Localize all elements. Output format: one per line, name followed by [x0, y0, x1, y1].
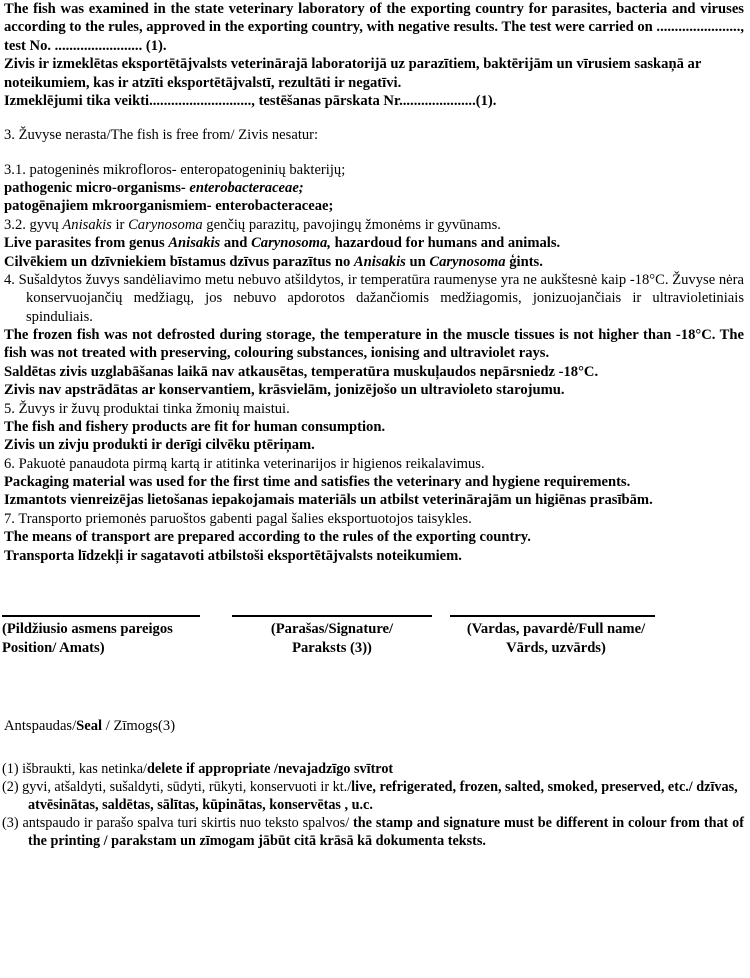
seal-block: [0, 717, 750, 735]
s32-en-taxon-1: Anisakis: [168, 235, 221, 252]
seal-label-bold: Seal: [76, 717, 103, 734]
spacer: [0, 110, 750, 126]
footnote-1: [2, 761, 744, 779]
section-7-latvian: Transporta līdzekļi ir sagatavoti atbilstoši eksportētājvalsts noteikumiem.: [4, 547, 462, 564]
signature-rule-position: [2, 615, 200, 617]
signature-block: [0, 615, 750, 707]
footnote-3-bold: the stamp and signature must be different in colour from that of the printing / parakstam un zīmogam jābūt citā krāsā kā dokumenta teksts.: [28, 814, 744, 849]
s32-lv-b: un: [405, 253, 430, 270]
s32-en-b: and: [220, 235, 252, 252]
section-7-english: The means of transport are prepared according to the rules of the exporting country.: [4, 529, 531, 546]
s32-lt-taxon-2: Carynosoma: [128, 216, 203, 233]
section-5-lithuanian: 5. Žuvys ir žuvų produktai tinka žmonių maistui.: [4, 400, 290, 417]
footnote-2-plain: gyvi, atšaldyti, sušaldyti, sūdyti, rūkyti, konservuoti ir kt./: [18, 779, 352, 796]
section-6-latvian: Izmantots vienreizējas lietošanas iepakojamais materiāls un atbilst veterinārajām un higiēnas prasībām.: [4, 492, 653, 509]
spacer: [0, 707, 750, 717]
section-4-latvian-line-2: Zivis nav apstrādātas ar konservantiem, krāsvielām, jonizējošo un ultravioleto starojumu.: [4, 382, 565, 399]
section-3-1-english-text: pathogenic micro-organisms-: [4, 180, 190, 196]
section-4-latvian-line-1: Saldētas zivis uzglabāšanas laikā nav atkausētas, temperatūra muskuļaudos nepārsniedz -18°C.: [4, 363, 599, 380]
signature-caption-position-line-1: (Pildžiusio asmens pareigos: [2, 620, 173, 637]
section-4-block: [0, 271, 750, 400]
s32-lv-c: ģints.: [505, 253, 543, 270]
spacer: [4, 145, 744, 161]
signature-caption-fullname: [450, 620, 662, 658]
signature-caption-signature: [232, 620, 432, 658]
signature-rule-fullname: [450, 615, 655, 617]
section-6-english: Packaging material was used for the first time and satisfies the veterinary and hygiene requirements.: [4, 474, 631, 490]
footnote-3-marker: (3): [2, 814, 19, 831]
footnote-1-bold: delete if appropriate /nevajadzīgo svītrot: [147, 761, 394, 778]
seal-label-prefix: Antspaudas/: [4, 717, 77, 734]
section-6-lithuanian: 6. Pakuotė panaudota pirmą kartą ir atitinka veterinarijos ir higienos reikalavimus.: [4, 455, 485, 472]
seal-label-suffix: / Zīmogs(3): [102, 717, 176, 734]
footnote-1-plain: išbraukti, kas netinka/: [18, 761, 147, 778]
section-6-block: [0, 455, 750, 510]
signature-caption-position: [2, 620, 212, 658]
signature-caption-signature-line-2: Paraksts (3)): [292, 639, 372, 656]
section-3-1-english: [4, 179, 744, 197]
footnotes-block: [0, 761, 750, 850]
section-3-2-latvian: [4, 253, 744, 271]
spacer: [0, 735, 750, 761]
section-5-latvian: Zivis un zivju produkti ir derīgi cilvēku ptēriņam.: [4, 437, 315, 454]
footnote-3: [2, 815, 744, 851]
section-5-english: The fish and fishery products are fit for human consumption.: [4, 418, 386, 435]
section-4-lithuanian: 4. Sušaldytos žuvys sandėliavimo metu nebuvo atšildytos, ir temperatūra raumenyse yra ne aukštesnė kaip -18°C. Žuvyse nėra konservuojančių medžiagų, jos nebuvo apdorotos dažančiomis medžiagomis, jonizuojančiais ir ultravioletiniais spinduliais.: [4, 271, 744, 325]
seal-label: [4, 717, 744, 735]
footnote-1-marker: (1): [2, 761, 19, 778]
section-7-lithuanian: 7. Transporto priemonės paruoštos gabenti pagal šalies eksportuotojos taisykles.: [4, 510, 472, 527]
intro-latvian-line-2: Izmeklējumi tika veikti............................, testēšanas pārskata Nr.....................(1).: [4, 92, 497, 109]
section-3-1-lithuanian: 3.1. patogeninės mikrofloros- enteropatogeninių bakterijų;: [4, 161, 346, 178]
section-7-block: [0, 510, 750, 565]
spacer: [0, 565, 750, 611]
section-5-block: [0, 400, 750, 455]
s32-lt-a: 3.2. gyvų: [4, 216, 63, 233]
s32-en-c: hazardoud for humans and animals.: [330, 235, 561, 252]
section-3-block: [0, 126, 750, 271]
s32-lv-taxon-2: Carynosoma: [429, 253, 506, 270]
signature-caption-position-line-2: Position/ Amats): [2, 639, 105, 656]
signature-caption-fullname-line-2: Vārds, uzvārds): [506, 639, 606, 656]
s32-en-taxon-2: Carynosoma,: [251, 235, 331, 252]
s32-lt-taxon-1: Anisakis: [62, 216, 112, 233]
section-3-1-latvian: patogēnajiem mkroorganismiem- enterobacteraceae;: [4, 198, 334, 215]
section-3-2-english: [4, 234, 744, 252]
s32-en-a: Live parasites from genus: [4, 235, 169, 252]
footnote-3-plain: antspaudo ir parašo spalva turi skirtis nuo teksto spalvos/: [18, 814, 354, 831]
signature-rule-signature: [232, 615, 432, 617]
section-3-heading: 3. Žuvyse nerasta/The fish is free from/ Zivis nesatur:: [4, 127, 319, 144]
section-3-1-english-taxon: enterobacteraceae;: [189, 180, 304, 196]
footnote-2-bold: live, refrigerated, frozen, salted, smoked, preserved, etc./ dzīvas, atvēsinātas, saldētas, sālītas, kūpinātas, konservētas , u.c.: [28, 779, 738, 814]
intro-block: [0, 0, 750, 110]
section-3-2-lithuanian: [4, 216, 744, 234]
intro-english-paragraph: The fish was examined in the state veterinary laboratory of the exporting country for parasites, bacteria and viruses according to the rules, approved in the exporting country, with negative results. The test were carried on ......................., test No. ........................ (1).: [4, 1, 744, 54]
footnote-2: [2, 779, 744, 815]
s32-lv-taxon-1: Anisakis: [353, 253, 406, 270]
signature-caption-signature-line-1: (Parašas/Signature/: [270, 620, 394, 637]
s32-lv-a: Cilvēkiem un dzīvniekiem bīstamus dzīvus parazītus no: [4, 253, 354, 270]
s32-lt-b: ir: [111, 216, 129, 233]
signature-caption-fullname-line-1: (Vardas, pavardė/Full name/: [466, 620, 646, 637]
section-4-english: The frozen fish was not defrosted during storage, the temperature in the muscle tissues is not higher than -18°C. The fish was not treated with preserving, colouring substances, ionising and ultraviolet rays.: [4, 327, 744, 362]
s32-lt-c: genčių parazitų, pavojingų žmonėms ir gyvūnams.: [202, 216, 501, 233]
footnote-2-marker: (2): [2, 779, 19, 796]
intro-latvian-line-1: Zivis ir izmeklētas eksportētājvalsts veterinārajā laboratorijā uz parazītiem, baktērijām un vīrusiem saskaņā ar noteikumiem, kas ir atzīti eksportētājvalstī, rezultāti ir negatīvi.: [4, 56, 702, 91]
